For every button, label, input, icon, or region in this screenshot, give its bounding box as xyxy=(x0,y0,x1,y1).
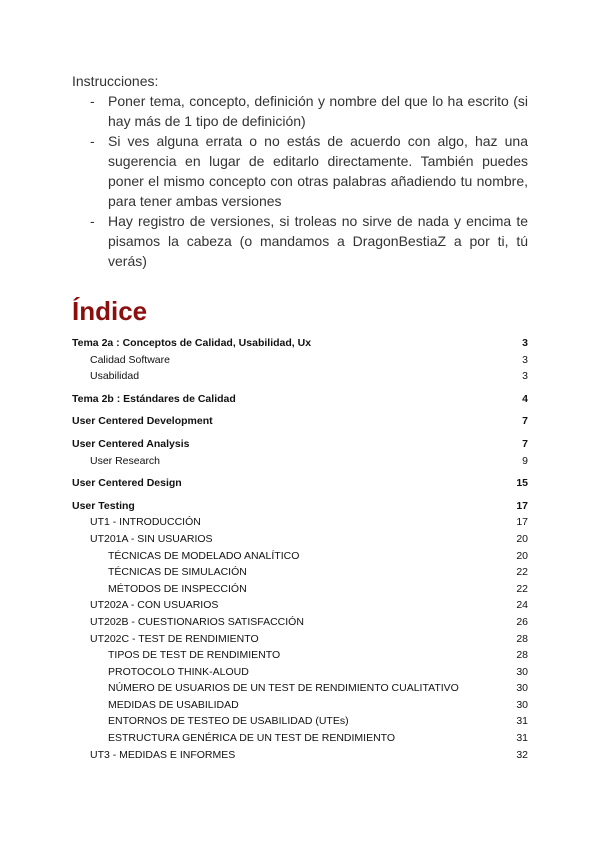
toc-entry-title: ESTRUCTURA GENÉRICA DE UN TEST DE RENDIMIENTO xyxy=(108,732,396,745)
toc-entry-title: MEDIDAS DE USABILIDAD xyxy=(108,698,239,711)
toc-entry-title: User Centered Design xyxy=(72,477,182,490)
toc-entry-title: PROTOCOLO THINK-ALOUD xyxy=(108,665,249,678)
toc-entry[interactable] xyxy=(72,413,528,430)
toc-entry-page: 3 xyxy=(522,337,528,349)
toc-entry[interactable] xyxy=(72,391,528,408)
table-of-contents xyxy=(72,335,528,763)
toc-entry[interactable] xyxy=(72,614,528,631)
toc-entry[interactable] xyxy=(72,581,528,598)
toc-entry[interactable] xyxy=(72,597,528,614)
toc-entry-page: 22 xyxy=(516,582,528,595)
toc-entry[interactable] xyxy=(72,647,528,664)
instruction-item: - Si ves alguna errata o no estás de acuerdo con algo, haz una sugerencia en lugar de editarlo directamente. También puedes poner el mismo concepto con otras palabras añadiendo tu nombre, para tener ambas versiones xyxy=(72,131,528,211)
toc-entry-page: 31 xyxy=(516,715,528,728)
toc-entry-title: TÉCNICAS DE SIMULACIÓN xyxy=(108,566,247,579)
toc-entry-page: 30 xyxy=(516,682,528,695)
toc-entry-page: 20 xyxy=(516,532,528,545)
toc-entry[interactable] xyxy=(72,713,528,730)
toc-entry[interactable] xyxy=(72,352,528,369)
toc-entry[interactable] xyxy=(72,514,528,531)
toc-entry-page: 24 xyxy=(516,599,528,612)
index-title: Índice xyxy=(72,296,148,326)
toc-entry-page: 4 xyxy=(522,392,528,405)
toc-entry-title: NÚMERO DE USUARIOS DE UN TEST DE RENDIMIENTO CUALITATIVO xyxy=(108,682,459,695)
toc-entry-page: 7 xyxy=(522,437,528,450)
toc-entry[interactable] xyxy=(72,747,528,764)
toc-entry[interactable] xyxy=(72,335,528,352)
toc-entry-page: 30 xyxy=(516,698,528,711)
toc-entry[interactable] xyxy=(72,548,528,565)
toc-entry-title: User Research xyxy=(90,454,161,467)
toc-entry-title: Tema 2a : Conceptos de Calidad, Usabilidad, Ux xyxy=(72,337,312,349)
toc-entry-page: 28 xyxy=(516,632,528,645)
toc-entry[interactable] xyxy=(72,631,528,648)
toc-entry-title: MÉTODOS DE INSPECCIÓN xyxy=(108,582,247,595)
toc-entry-page: 15 xyxy=(516,477,528,490)
toc-entry-title: UT202A - CON USUARIOS xyxy=(90,599,219,612)
toc-entry[interactable] xyxy=(72,368,528,385)
toc-entry-page: 7 xyxy=(522,415,528,428)
toc-entry-title: User Centered Analysis xyxy=(72,437,190,450)
toc-entry-title: User Testing xyxy=(72,499,135,512)
toc-entry[interactable] xyxy=(72,531,528,548)
toc-entry[interactable] xyxy=(72,475,528,492)
toc-entry-page: 28 xyxy=(516,649,528,662)
toc-entry[interactable] xyxy=(72,680,528,697)
toc-entry-page: 3 xyxy=(522,370,528,383)
toc-entry-title: UT201A - SIN USUARIOS xyxy=(90,532,213,545)
toc-entry[interactable] xyxy=(72,564,528,581)
toc-entry-page: 17 xyxy=(516,516,528,529)
toc-entry-title: UT1 - INTRODUCCIÓN xyxy=(90,516,201,529)
toc-entry-page: 31 xyxy=(516,732,528,745)
toc-entry-page: 30 xyxy=(516,665,528,678)
toc-entry-title: Usabilidad xyxy=(90,370,140,383)
toc-entry-page: 17 xyxy=(516,499,528,512)
instruction-item: - Hay registro de versiones, si troleas no sirve de nada y encima te pisamos la cabeza (o mandamos a DragonBestiaZ a por ti, tú verás) xyxy=(72,211,528,271)
toc-entry-page: 26 xyxy=(516,615,528,628)
toc-entry-title: User Centered Development xyxy=(72,415,213,428)
instructions-list xyxy=(72,91,528,271)
toc-entry-title: TIPOS DE TEST DE RENDIMIENTO xyxy=(108,649,281,662)
toc-entry[interactable] xyxy=(72,697,528,714)
toc-entry[interactable] xyxy=(72,730,528,747)
toc-entry-page: 32 xyxy=(516,748,528,761)
instructions-heading: Instrucciones: xyxy=(72,73,159,89)
toc-entry-title: UT3 - MEDIDAS E INFORMES xyxy=(90,748,236,761)
toc-entry-title: UT202C - TEST DE RENDIMIENTO xyxy=(90,632,259,645)
instruction-item: - Poner tema, concepto, definición y nombre del que lo ha escrito (si hay más de 1 tipo de definición) xyxy=(72,91,528,131)
toc-entry-page: 3 xyxy=(522,353,528,366)
toc-entry[interactable] xyxy=(72,498,528,515)
toc-entry-title: Calidad Software xyxy=(90,353,170,366)
toc-entry-page: 22 xyxy=(516,566,528,579)
instructions-block xyxy=(72,71,528,271)
toc-entry-page: 20 xyxy=(516,549,528,562)
toc-entry[interactable] xyxy=(72,453,528,470)
toc-entry-page: 9 xyxy=(522,454,528,467)
toc-entry-title: ENTORNOS DE TESTEO DE USABILIDAD (UTEs) xyxy=(108,715,349,728)
toc-entry[interactable] xyxy=(72,436,528,453)
toc-entry-title: Tema 2b : Estándares de Calidad xyxy=(72,392,236,405)
toc-entry-title: TÉCNICAS DE MODELADO ANALÍTICO xyxy=(108,549,300,562)
toc-entry[interactable] xyxy=(72,664,528,681)
toc-entry-title: UT202B - CUESTIONARIOS SATISFACCIÓN xyxy=(90,615,304,628)
